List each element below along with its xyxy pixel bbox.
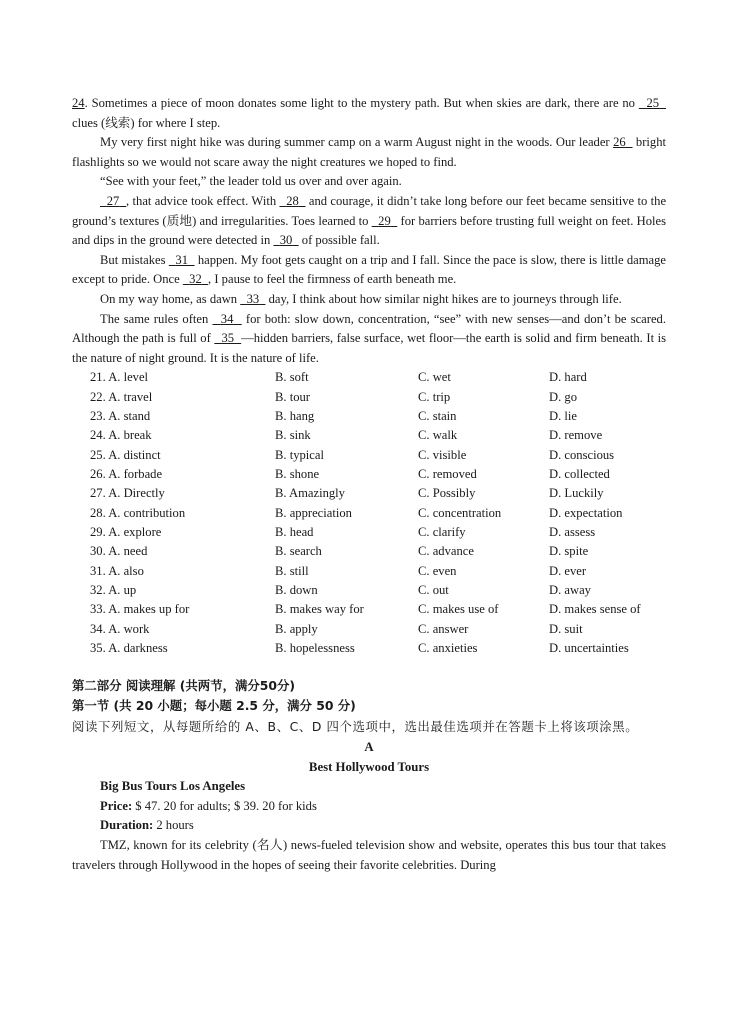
blank-number: 30 xyxy=(279,233,293,248)
option-c: C. answer xyxy=(418,621,469,636)
blank-number: 29 xyxy=(378,213,391,228)
blank-28 xyxy=(279,194,305,208)
option-a: 31. A. also xyxy=(90,563,144,578)
option-a: 35. A. darkness xyxy=(90,641,168,656)
option-c: C. clarify xyxy=(418,525,466,540)
option-c: C. trip xyxy=(418,389,451,404)
blank-25 xyxy=(639,96,666,110)
passage-text: , that advice took effect. With xyxy=(126,193,280,208)
passage-text: —hidden barriers, false surface, wet floor—the earth is solid and firm beneath. It is the nature of night ground. It is the nature of life. xyxy=(72,331,667,365)
option-row xyxy=(72,446,666,465)
passage-text: for barriers before trusting full weight on feet. Holes and dips in the ground were detected in xyxy=(72,213,667,248)
option-a: 33. A. makes up for xyxy=(90,602,190,617)
option-c: C. removed xyxy=(418,467,477,482)
blank-31 xyxy=(169,253,195,267)
exam-page xyxy=(72,94,666,875)
option-d: D. ever xyxy=(549,563,587,578)
option-a: 22. A. travel xyxy=(90,389,153,404)
option-row xyxy=(72,620,666,639)
passage-text: But mistakes xyxy=(100,252,169,267)
option-a: 29. A. explore xyxy=(90,525,162,540)
option-b: B. still xyxy=(275,563,309,578)
reading-section xyxy=(72,676,666,737)
passage-text: happen. My foot gets caught on a trip and I fall. Since the pace is slow, there is little damage except to pride. Once xyxy=(72,252,666,287)
blank-number: 25 xyxy=(646,96,660,110)
option-d: D. uncertainties xyxy=(549,641,629,656)
blank-number: 31 xyxy=(175,252,188,267)
option-d: D. lie xyxy=(549,409,577,423)
passage-paragraph-7 xyxy=(72,310,666,369)
price-value: $ 47. 20 for adults; $ 39. 20 for kids xyxy=(132,798,317,813)
option-c: C. advance xyxy=(418,544,474,559)
option-a: 28. A. contribution xyxy=(90,505,186,520)
option-b: B. makes way for xyxy=(275,602,364,617)
option-row xyxy=(72,368,666,387)
passage-paragraph-5 xyxy=(72,251,666,290)
option-a: 27. A. Directly xyxy=(90,486,165,501)
option-d: D. away xyxy=(549,583,591,598)
option-d: D. remove xyxy=(549,428,603,443)
section-subheading: 第一节 (共 20 小题；每小题 2.5 分，满分 50 分) xyxy=(72,698,356,714)
option-a: 34. A. work xyxy=(90,621,150,636)
option-b: B. hopelessness xyxy=(275,641,355,656)
passage-paragraph-6 xyxy=(72,290,666,310)
blank-number: 28 xyxy=(286,193,299,208)
option-b: B. down xyxy=(275,583,318,598)
blank-33 xyxy=(240,292,265,306)
passage-text: day, I think about how similar night hikes are to journeys through life. xyxy=(265,291,622,306)
option-row xyxy=(72,388,666,407)
blank-number: 32 xyxy=(189,272,202,287)
option-d: D. go xyxy=(549,389,577,404)
option-c: C. wet xyxy=(418,370,451,385)
option-a: 25. A. distinct xyxy=(90,447,161,462)
passage-text: of possible fall. xyxy=(298,233,380,248)
option-a: 24. A. break xyxy=(90,428,152,443)
option-row xyxy=(72,407,666,426)
option-row xyxy=(72,523,666,542)
option-b: B. shone xyxy=(275,467,320,482)
option-d: D. hard xyxy=(549,370,587,385)
option-d: D. collected xyxy=(549,467,610,482)
option-a: 26. A. forbade xyxy=(90,467,163,482)
option-d: D. spite xyxy=(549,544,589,559)
blank-30 xyxy=(273,233,298,247)
option-b: B. search xyxy=(275,544,322,559)
option-b: B. head xyxy=(275,525,314,540)
blank-number: 35 xyxy=(221,331,235,346)
option-row xyxy=(72,562,666,581)
option-a: 32. A. up xyxy=(90,583,137,598)
option-d: D. suit xyxy=(549,621,583,636)
duration-value: 2 hours xyxy=(153,818,194,833)
option-row xyxy=(72,465,666,484)
option-row xyxy=(72,504,666,523)
option-row xyxy=(72,600,666,619)
option-a: 23. A. stand xyxy=(90,409,151,423)
price-label: Price: xyxy=(100,798,133,813)
passage-paragraph-2 xyxy=(72,133,666,172)
option-b: B. appreciation xyxy=(275,505,352,520)
option-c: C. visible xyxy=(418,447,467,462)
option-c: C. walk xyxy=(418,428,458,443)
option-c: C. makes use of xyxy=(418,602,499,617)
blank-number: 33 xyxy=(246,291,260,306)
option-b: B. typical xyxy=(275,447,324,462)
blank-26 xyxy=(613,135,632,149)
option-d: D. conscious xyxy=(549,447,615,462)
tour-price xyxy=(72,797,666,817)
option-c: C. stain xyxy=(418,409,457,423)
passage-text: clues (线索) for where I step. xyxy=(72,115,221,130)
tour-name: Big Bus Tours Los Angeles xyxy=(100,779,246,794)
section-instruction: 阅读下列短文，从每题所给的 A、B、C、D 四个选项中，选出最佳选项并在答题卡上将该项涂黑。 xyxy=(72,719,639,735)
option-c: C. even xyxy=(418,563,457,578)
option-b: B. apply xyxy=(275,621,318,636)
passage-text: On my way home, as dawn xyxy=(100,291,241,306)
passage-title: Best Hollywood Tours xyxy=(308,760,430,775)
passage-text: “See with your feet,” the leader told us over and over again. xyxy=(100,174,402,189)
option-row xyxy=(72,484,666,503)
blank-32 xyxy=(183,272,208,286)
blank-29 xyxy=(372,214,398,228)
option-b: B. soft xyxy=(275,370,309,385)
passage-text: bright flashlights so we would not scare away the night creatures we hoped to find. xyxy=(72,135,667,169)
option-c: C. out xyxy=(418,583,449,598)
option-row xyxy=(72,581,666,600)
blank-34 xyxy=(212,312,241,326)
passage-paragraph-3 xyxy=(72,172,666,192)
passage-text: . Sometimes a piece of moon donates some light to the mystery path. But when skies are dark, there are no xyxy=(84,96,639,110)
blank-27 xyxy=(100,194,126,208)
blank-24: 24 xyxy=(72,96,85,110)
option-d: D. expectation xyxy=(549,505,623,520)
passage-paragraph-4 xyxy=(72,192,666,251)
option-row xyxy=(72,426,666,445)
answer-options-table xyxy=(72,368,666,658)
duration-label: Duration: xyxy=(100,818,154,833)
option-c: C. Possibly xyxy=(418,486,476,501)
option-b: B. sink xyxy=(275,428,311,443)
passage-text: for both: slow down, concentration, “see” with new senses—and don’t be scared. Although the path is full of xyxy=(72,311,666,346)
option-c: C. anxieties xyxy=(418,641,478,656)
passage-text: My very first night hike was during summer camp on a warm August night in the woods. Our leader xyxy=(100,135,614,150)
blank-number: 26 xyxy=(613,135,626,150)
tour-description: TMZ, known for its celebrity (名人) news-fueled television show and website, operates this bus tour that takes travelers through Hollywood in the hopes of seeing their favorite celebrities. During xyxy=(72,837,666,872)
section-heading: 第二部分 阅读理解 (共两节，满分50分) xyxy=(72,678,296,694)
passage-letter: A xyxy=(364,740,374,755)
passage-text: and courage, it didn’t take long before our feet became sensitive to the ground’s textures (质地) and irregularities. Toes learned to xyxy=(72,193,667,228)
option-c: C. concentration xyxy=(418,505,502,520)
blank-number: 34 xyxy=(220,311,234,326)
passage-text: , I pause to feel the firmness of earth beneath me. xyxy=(208,272,457,287)
option-b: B. Amazingly xyxy=(275,486,345,501)
blank-35 xyxy=(214,331,241,345)
passage-paragraph-1 xyxy=(72,94,666,133)
option-d: D. makes sense of xyxy=(549,602,641,617)
option-a: 21. A. level xyxy=(90,370,149,385)
option-d: D. assess xyxy=(549,525,596,540)
option-d: D. Luckily xyxy=(549,486,604,501)
option-row xyxy=(72,542,666,561)
option-b: B. tour xyxy=(275,389,310,404)
blank-number: 27 xyxy=(106,193,120,208)
option-a: 30. A. need xyxy=(90,544,148,559)
option-row xyxy=(72,639,666,658)
passage-text: The same rules often xyxy=(100,311,213,326)
tour-duration xyxy=(72,816,666,836)
option-b: B. hang xyxy=(275,409,315,423)
